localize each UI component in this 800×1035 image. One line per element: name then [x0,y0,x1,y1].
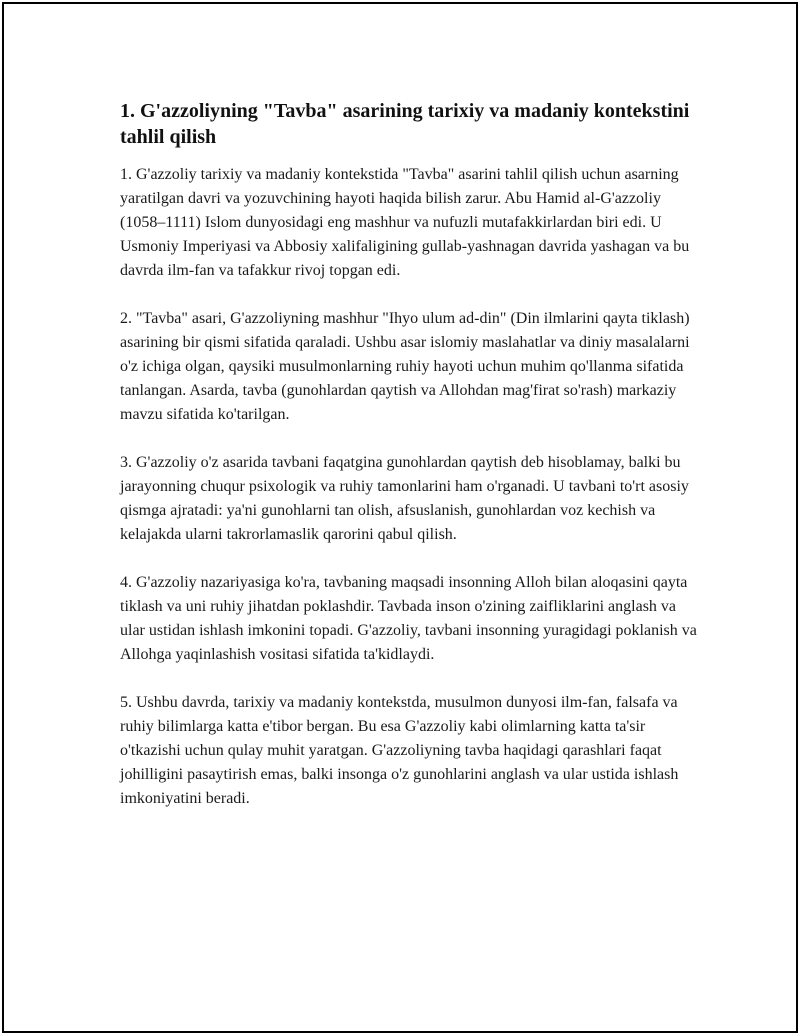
document-content [120,98,700,835]
paragraph-1: 1. G'azzoliy tarixiy va madaniy kontekstida "Tavba" asarini tahlil qilish uchun asarning yaratilgan davri va yozuvchining hayoti haqida bilish zarur. Abu Hamid al-G'azzoliy (1058–1111) Islom dunyosidagi eng mashhur va nufuzli mutafakkirlardan biri edi. U Usmoniy Imperiyasi va Abbosiy xalifaligining gullab-yashnagan davrida yashagan va bu davrda ilm-fan va tafakkur rivoj topgan edi. [120,166,690,279]
paragraph-3: 3. G'azzoliy o'z asarida tavbani faqatgina gunohlardan qaytish deb hisoblamay, balki bu jarayonning chuqur psixologik va ruhiy tamonlarini ham o'rganadi. U tavbani to'rt asosiy qismga ajratadi: ya'ni gunohlarni tan olish, afsuslanish, gunohlardan voz kechish va kelajakda ularni takrorlamaslik qarorini qabul qilish. [120,454,689,543]
document-title: 1. G'azzoliyning "Tavba" asarining tarixiy va madaniy kontekstini tahlil qilish [120,100,690,148]
paragraph-4: 4. G'azzoliy nazariyasiga ko'ra, tavbaning maqsadi insonning Alloh bilan aloqasini qayta tiklash va uni ruhiy jihatdan poklashdir. Tavbada inson o'zining zaifliklarini anglash va ular ustidan ishlash imkonini topadi. G'azzoliy, tavbani insonning yuragidagi poklanish va Allohga yaqinlashish vositasi sifatida ta'kidlaydi. [120,574,697,663]
page-frame [2,2,798,1033]
paragraph-2: 2. "Tavba" asari, G'azzoliyning mashhur "Ihyo ulum ad-din" (Din ilmlarini qayta tiklash) asarining bir qismi sifatida qaraladi. Ushbu asar islomiy maslahatlar va diniy masalalarni o'z ichiga olgan, qaysiki musulmonlarning ruhiy hayoti uchun muhim qo'llanma sifatida tanlangan. Asarda, tavba (gunohlardan qaytish va Allohdan mag'firat so'rash) markaziy mavzu sifatida ko'tarilgan. [120,310,690,423]
paragraph-5: 5. Ushbu davrda, tarixiy va madaniy kontekstda, musulmon dunyosi ilm-fan, falsafa va ruhiy bilimlarga katta e'tibor bergan. Bu esa G'azzoliy kabi olimlarning katta ta'sir o'tkazishi uchun qulay muhit yaratgan. G'azzoliyning tavba haqidagi qarashlari faqat johilligini pasaytirish emas, balki insonga o'z gunohlarini anglash va ular ustida ishlash imkoniyatini beradi. [120,694,679,807]
